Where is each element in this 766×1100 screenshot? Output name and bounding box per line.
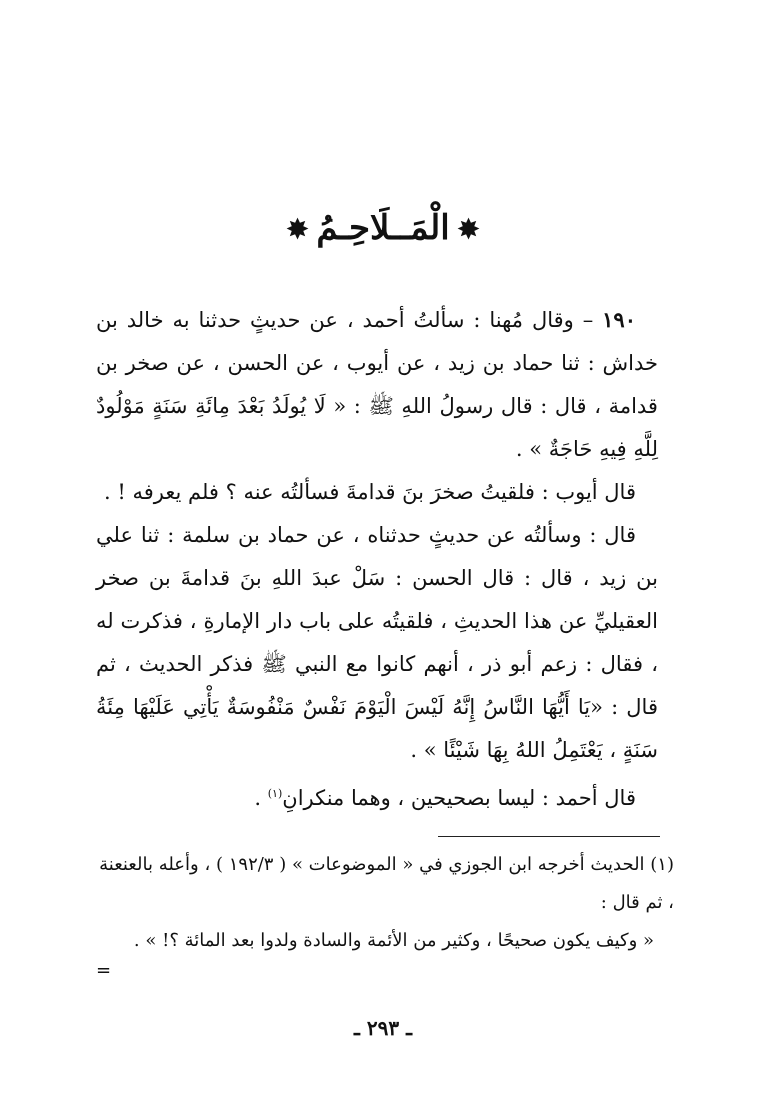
footnote-divider bbox=[438, 836, 660, 837]
verdict-text: قال أحمد : ليسا بصحيحين ، وهما منكرانِ bbox=[282, 786, 636, 810]
second-hadith-end: . bbox=[410, 738, 424, 762]
hadith-quote: « لَا يُولَدُ بَعْدَ مِائَةِ سَنَةٍ مَوْلُودٌ لِلَّهِ فِيهِ حَاجَةٌ » bbox=[96, 394, 658, 461]
page-number: ـ ٢٩٣ ـ bbox=[354, 1016, 412, 1040]
hadith-text: – وقال مُهنا : سألتُ أحمد ، عن حديثٍ حدثنا به خالد بن خداش : ثنا حماد بن زيد ، عن أيوب ، عن الحسن ، عن صخر بن قدامة ، قال : قال رسولُ اللهِ ﷺ : bbox=[96, 308, 658, 418]
continuation-mark: = bbox=[96, 960, 112, 981]
main-text bbox=[96, 298, 658, 820]
second-hadith-text: قال : وسألتُه عن حديثٍ حدثناه ، عن حماد بن سلمة : ثنا علي بن زيد ، قال : قال الحسن : سَلْ عبدَ اللهِ بنَ قدامةَ بن صخر العقيليِّ عن هذا الحديثِ ، فلقيتُه على باب دار الإمارةِ ، فذكرت له ، فقال : زعم أبو ذر ، أنهم كانوا مع النبي ﷺ فذكر الحديث ، ثم قال : bbox=[96, 523, 658, 719]
verdict-end: . bbox=[254, 786, 268, 810]
chapter-title-text: الْمَــلَاحِـمُ bbox=[316, 208, 450, 248]
footnotes bbox=[96, 846, 674, 960]
footnote-1: (١) الحديث أخرجه ابن الجوزي في « الموضوعات » ( ١٩٢/٣ ) ، وأعله بالعنعنة ، ثم قال : bbox=[99, 854, 674, 913]
hadith-end: . bbox=[515, 437, 530, 461]
star-ornament-icon: ✸ bbox=[457, 215, 480, 245]
paragraph-ahmad-verdict bbox=[96, 772, 658, 820]
chapter-title bbox=[0, 203, 766, 255]
star-ornament-icon: ✸ bbox=[286, 215, 309, 245]
footnote-1-quote: « وكيف يكون صحيحًا ، وكثير من الأئمة والسادة ولدوا بعد المائة ؟! » . bbox=[133, 930, 654, 951]
hadith-paragraph bbox=[96, 298, 658, 471]
paragraph-ayyub: قال أيوب : فلقيتُ صخرَ بنَ قدامةَ فسألتُه عنه ؟ فلم يعرفه ! . bbox=[103, 480, 636, 504]
footnote-reference: (١) bbox=[267, 787, 283, 800]
hadith-number: ١٩٠ bbox=[602, 307, 636, 332]
paragraph-second-hadith bbox=[96, 514, 658, 772]
second-hadith-quote: «يَا أَيُّهَا النَّاسُ إِنَّهُ لَيْسَ الْيَوْمَ نَفْسٌ مَنْفُوسَةٌ يَأْتِي عَلَيْهَا مِئَةُ سَنَةٍ ، يَعْتَمِلُ اللهُ بِهَا شَيْئًا » bbox=[96, 695, 658, 762]
